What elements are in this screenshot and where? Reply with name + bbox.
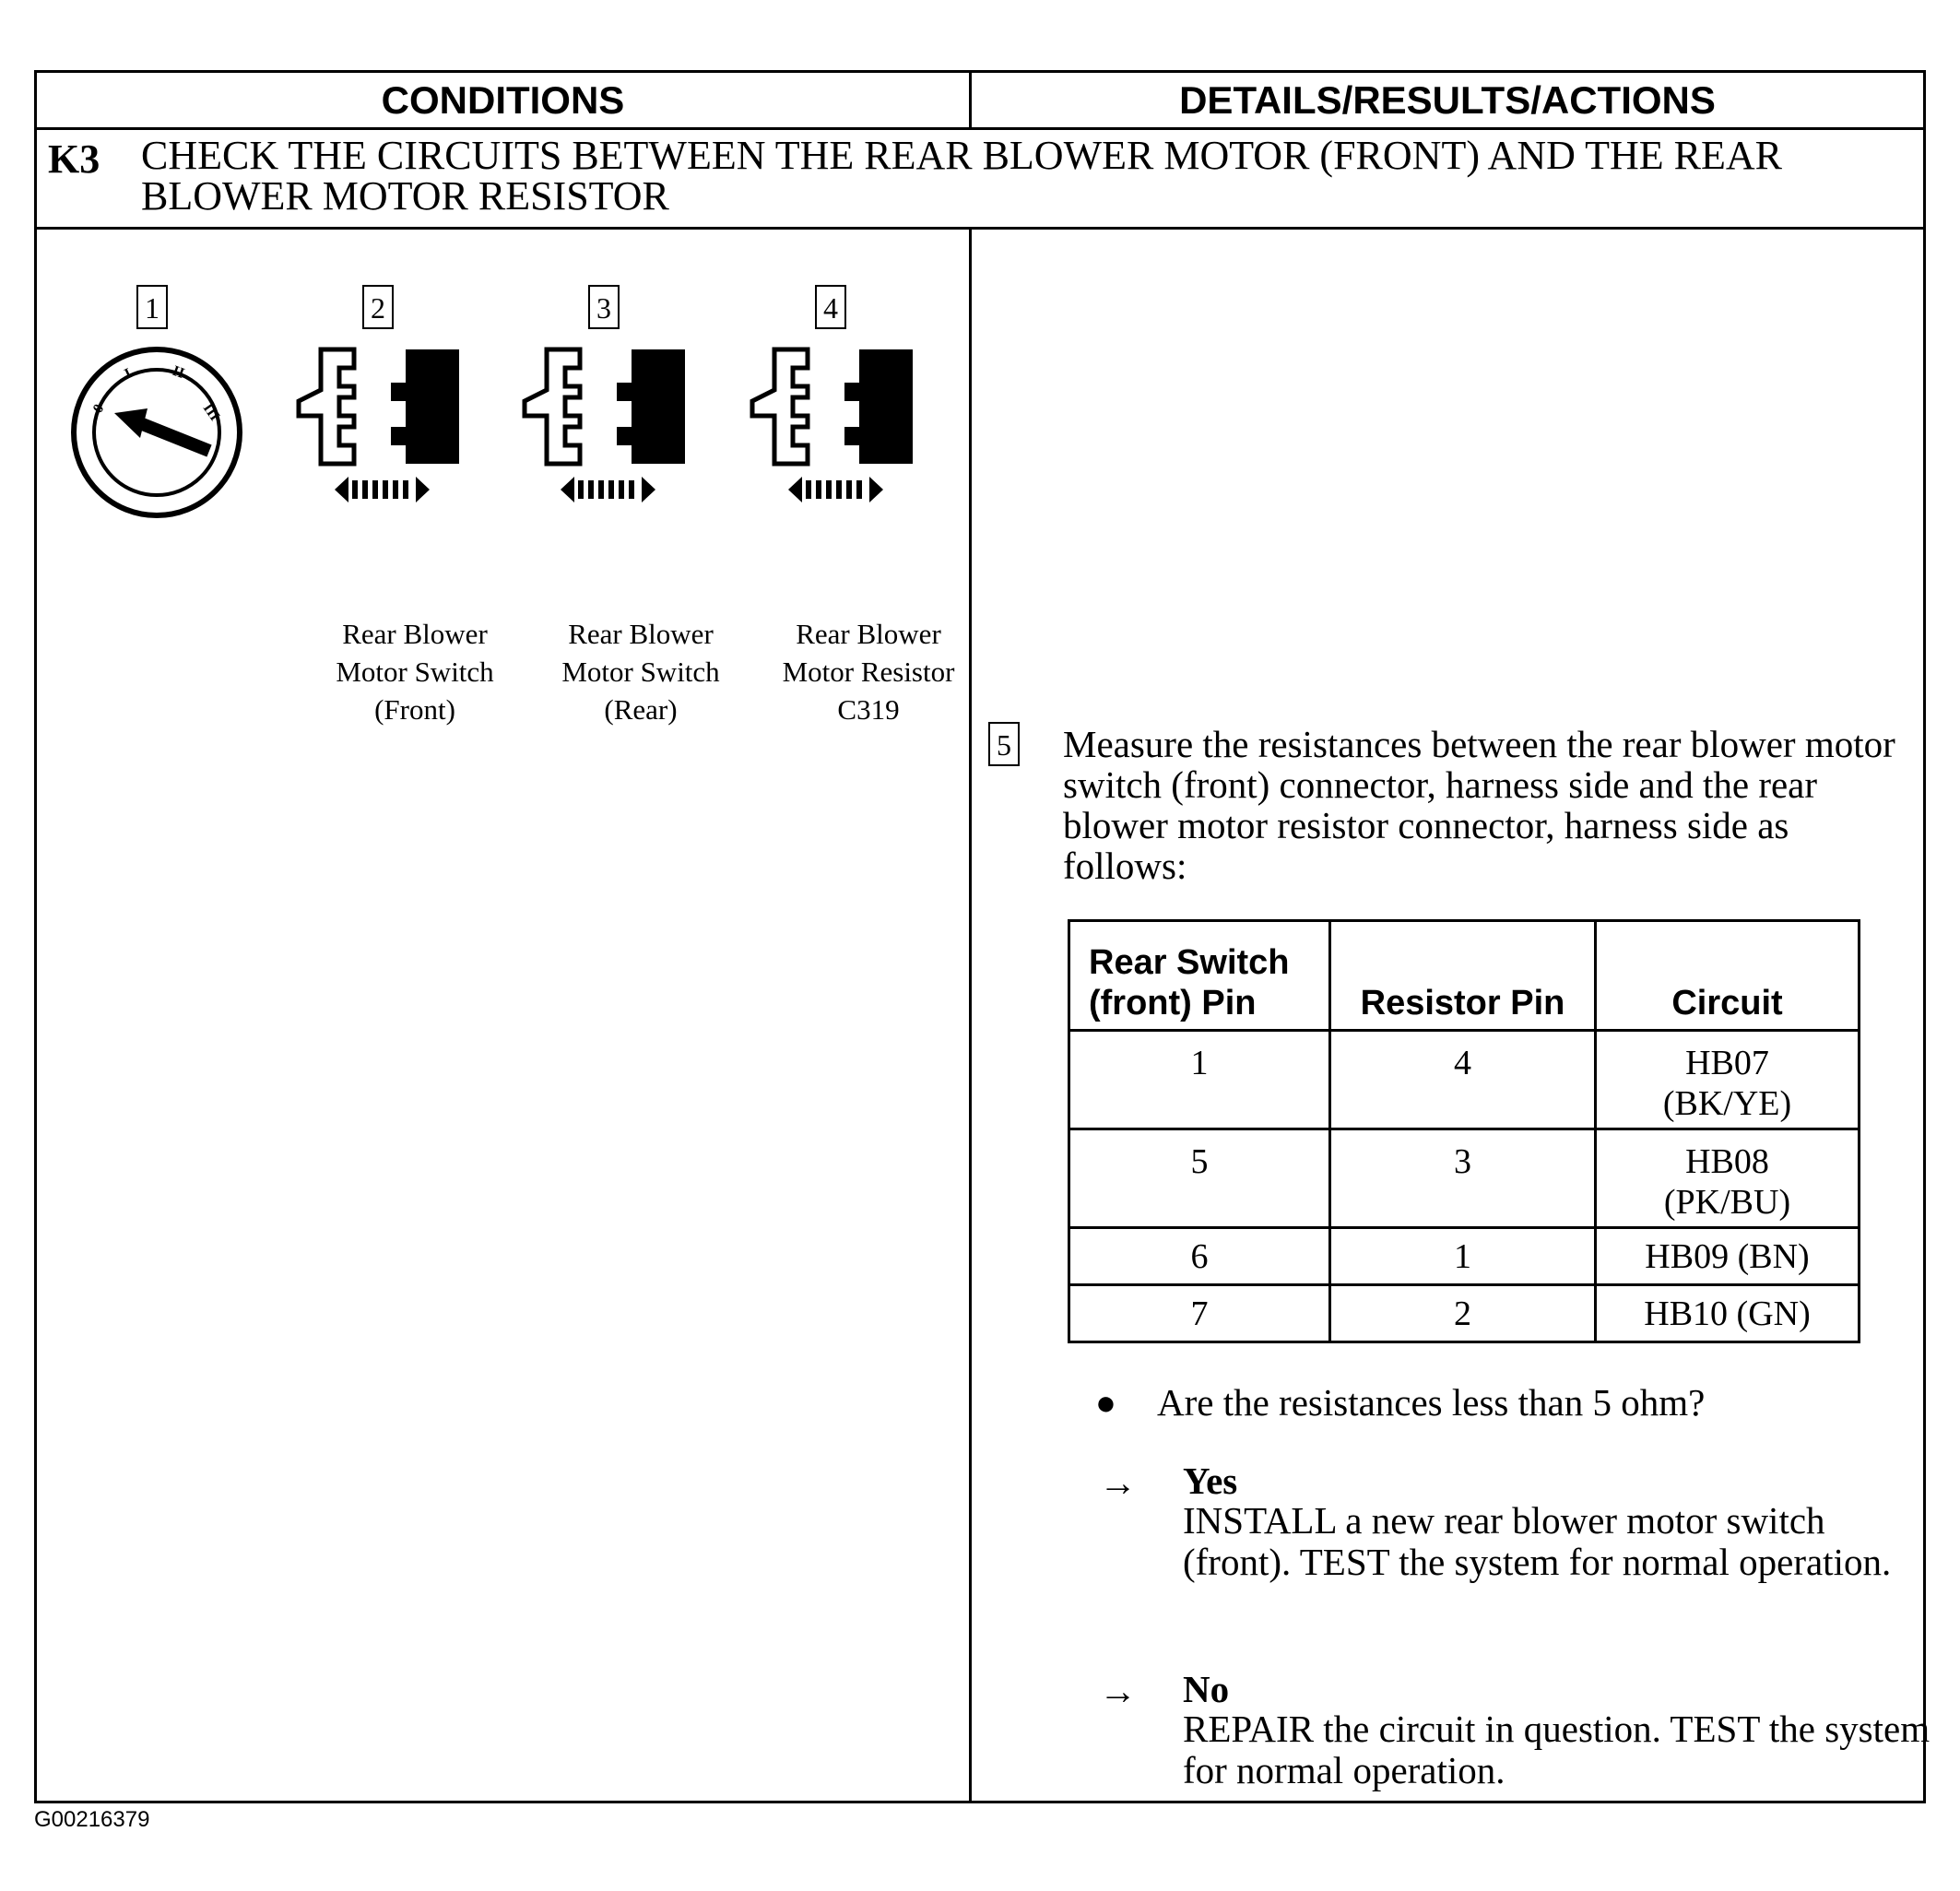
ignition-mark-3: III <box>199 400 223 424</box>
pin-table <box>1068 919 1860 1343</box>
component-label-line: C319 <box>837 693 900 726</box>
step-title: CHECK THE CIRCUITS BETWEEN THE REAR BLOWER MOTOR (FRONT) AND THE REAR BLOWER MOTOR RESISTOR <box>141 133 1782 219</box>
switch-pin-cell: 6 <box>1069 1228 1330 1285</box>
switch-pin-cell: 1 <box>1069 1031 1330 1129</box>
component-label-line: Rear Blower <box>342 618 488 650</box>
connector-disconnect-icon <box>747 342 920 515</box>
procedure-table <box>34 70 1930 1803</box>
condition-number-2: 2 <box>362 285 394 329</box>
component-label-rear-switch-front <box>318 615 512 728</box>
step-id: K3 <box>48 136 100 182</box>
circuit-cell: HB08 (PK/BU) <box>1596 1129 1860 1228</box>
component-label-line: (Front) <box>374 693 455 726</box>
circuit-cell: HB07 (BK/YE) <box>1596 1031 1860 1129</box>
component-label-line: Motor Switch <box>561 656 720 688</box>
component-label-resistor <box>772 615 965 728</box>
condition-number-1: 1 <box>136 285 168 329</box>
component-label-line: Rear Blower <box>568 618 714 650</box>
table-row <box>1069 1285 1860 1342</box>
connector-disconnect-icon <box>293 342 466 515</box>
conditions-header: CONDITIONS <box>381 78 625 122</box>
action-step-number: 5 <box>988 722 1020 766</box>
table-row <box>1069 1031 1860 1129</box>
yes-action-text: INSTALL a new rear blower motor switch (front). TEST the system for normal operation. <box>1183 1499 1892 1583</box>
table-row <box>1069 1129 1860 1228</box>
resistor-pin-cell: 1 <box>1330 1228 1596 1285</box>
yes-label: Yes <box>1183 1460 1238 1502</box>
resistor-pin-cell: 4 <box>1330 1031 1596 1129</box>
column-header-resistor-pin: Resistor Pin <box>1330 921 1596 1031</box>
condition-number-3: 3 <box>588 285 620 329</box>
ignition-mark-2: II <box>170 362 187 383</box>
action-instruction: Measure the resistances between the rear blower motor switch (front) connector, harness side and the rear blower motor resistor connector, harness side as follows: <box>1063 723 1895 887</box>
switch-pin-cell: 5 <box>1069 1129 1330 1228</box>
ignition-switch-icon <box>66 342 247 523</box>
component-label-line: Rear Blower <box>796 618 941 650</box>
column-divider <box>969 230 972 1801</box>
yes-arrow-icon: → <box>1099 1461 1137 1504</box>
check-question: Are the resistances less than 5 ohm? <box>1157 1381 1706 1424</box>
table-row <box>1069 1228 1860 1285</box>
no-label: No <box>1183 1668 1230 1710</box>
ignition-mark-1: I <box>122 365 135 383</box>
connector-disconnect-icon <box>519 342 692 515</box>
no-arrow-icon: → <box>1099 1670 1137 1712</box>
component-label-rear-switch-rear <box>544 615 738 728</box>
column-header-switch-pin: Rear Switch (front) Pin <box>1069 921 1330 1031</box>
figure-id: G00216379 <box>34 1807 150 1832</box>
component-label-line: (Rear) <box>604 693 678 726</box>
ignition-mark-0: 0 <box>89 401 108 416</box>
circuit-cell: HB10 (GN) <box>1596 1285 1860 1342</box>
bullet-icon: ● <box>1095 1384 1116 1423</box>
switch-pin-cell: 7 <box>1069 1285 1330 1342</box>
header-row <box>37 73 1923 130</box>
condition-number-4: 4 <box>815 285 846 329</box>
component-label-line: Motor Resistor <box>782 656 955 688</box>
resistor-pin-cell: 3 <box>1330 1129 1596 1228</box>
details-header: DETAILS/RESULTS/ACTIONS <box>1179 78 1716 122</box>
no-action-text: REPAIR the circuit in question. TEST the system for normal operation. <box>1183 1708 1930 1791</box>
step-title-row <box>37 130 1923 230</box>
circuit-cell: HB09 (BN) <box>1596 1228 1860 1285</box>
resistor-pin-cell: 2 <box>1330 1285 1596 1342</box>
component-label-line: Motor Switch <box>336 656 494 688</box>
table-header-row <box>1069 921 1860 1031</box>
column-header-circuit: Circuit <box>1596 921 1860 1031</box>
